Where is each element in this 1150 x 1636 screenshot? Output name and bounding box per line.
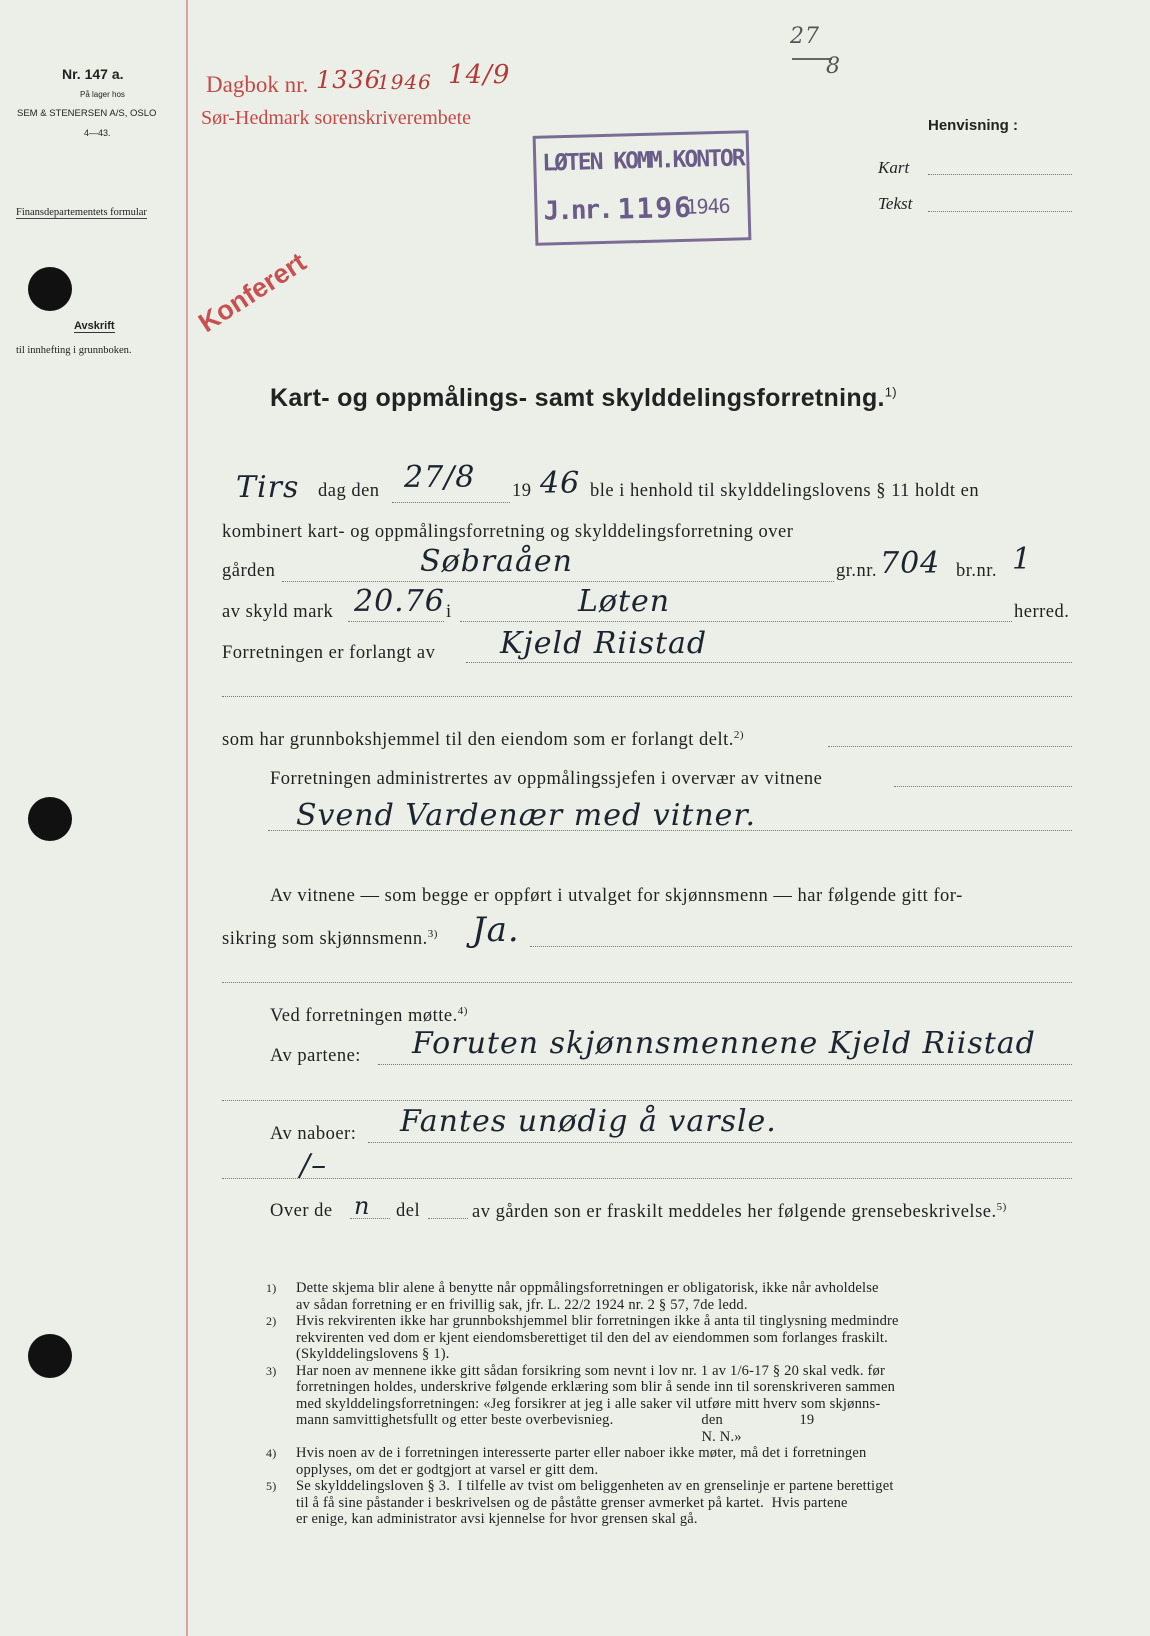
requester-hand: Kjeld Riistad	[500, 626, 708, 661]
witness-hand: Svend Vardenær med vitner.	[296, 798, 757, 833]
footnote-line: Se skylddelingsloven § 3. I tilfelle av tvist om beliggenheten av en grenselinje er partene berettiget	[296, 1478, 894, 1494]
footnote-number: 4)	[266, 1446, 277, 1460]
footnote-3	[266, 1363, 1076, 1446]
footnote-line: med skylddelingsforretningen: «Jeg forsikrer at jeg i alle saker vil utføre mitt hverv som skjønns-	[296, 1395, 881, 1412]
reference-label: Henvisning :	[928, 117, 1019, 134]
farm-label: gården	[222, 561, 276, 581]
neighbours-field	[368, 1142, 1072, 1143]
dagbok-label: Dagbok nr.	[206, 72, 309, 97]
punch-hole-top	[28, 267, 72, 311]
line9-field	[530, 946, 1072, 947]
line1-dag-den: dag den	[318, 481, 380, 501]
line8-text: Av vitnene — som begge er oppført i utvalget for skjønnsmenn — har følgende gitt for-	[270, 886, 963, 906]
stamp-jnr-year: 1946	[685, 193, 730, 219]
tekst-field	[928, 211, 1072, 212]
line13-del: del	[396, 1201, 421, 1221]
title-footnote-ref: 1)	[884, 384, 897, 400]
line10-text	[270, 1005, 468, 1027]
line9-label: sikring som skjønnsmenn.	[222, 929, 428, 950]
footnote-line: til å få sine påstander i beskrivelsen og de påståtte grenser avmerket på kartet. Hvis partene	[296, 1494, 848, 1511]
footnote-line: (Skylddelingslovens § 1).	[296, 1346, 450, 1362]
parties-hand: Foruten skjønnsmennene Kjeld Riistad	[412, 1026, 1036, 1061]
dash-hand: /–	[300, 1148, 328, 1183]
footnote-line: Hvis noen av de i forretningen interesserte parter eller naboer ikke møter, må det i forretningen	[296, 1445, 867, 1461]
footnote-line: forretningen holdes, underskrive følgende erklæring som blir å sende inn til sorenskriveren sammen	[296, 1379, 896, 1395]
copy-label: Avskrift	[74, 320, 115, 332]
herred-hand: Løten	[578, 584, 671, 619]
footnote-line: mann samvittighetsfullt og etter beste overbevisnieg. den 19	[296, 1412, 815, 1428]
stamp-jnr-number: 1196	[617, 190, 694, 226]
parties-field	[378, 1064, 1072, 1065]
line13-text	[472, 1201, 1007, 1223]
footnote-line: opplyses, om det er godtgjort at varsel er gitt dem.	[296, 1461, 599, 1478]
kart-field	[928, 174, 1072, 175]
footnote-number: 5)	[266, 1479, 277, 1493]
requester-field-2	[222, 696, 1072, 697]
weekday-hand: Tirs	[236, 470, 300, 505]
printer-line2: SEM & STENERSEN A/S, OSLO	[17, 108, 157, 119]
line6-label: som har grunnbokshjemmel til den eiendom som er forlangt delt.	[222, 730, 734, 751]
line1-text: ble i henhold til skylddelingslovens § 11 holdt en	[590, 481, 980, 501]
footnote-list	[266, 1280, 1076, 1528]
printer-date: 4—43.	[84, 128, 111, 138]
skyld-label: av skyld mark	[222, 602, 334, 622]
kart-label: Kart	[878, 158, 910, 177]
de-hand: n	[354, 1192, 371, 1220]
punch-hole-middle	[28, 797, 72, 841]
dagbok-number: 1336	[316, 66, 382, 94]
grnr-hand: 704	[880, 546, 941, 581]
footnote-1	[266, 1280, 1076, 1313]
form-number: Nr. 147 a.	[62, 66, 124, 82]
line7-text: Forretningen administrertes av oppmålingssjefen i overvær av vitnene	[270, 769, 823, 789]
footnote-line: er enige, kan administrator avsi kjennelse for hvor grensen skal gå.	[296, 1511, 698, 1527]
punch-hole-bottom	[28, 1334, 72, 1378]
parties-field-2	[222, 1100, 1072, 1101]
parties-label: Av partene:	[270, 1046, 361, 1066]
line10-label: Ved forretningen møtte.	[270, 1006, 458, 1027]
copy-note: til innhefting i grunnboken.	[16, 345, 132, 356]
footnote-line: Hvis rekvirenten ikke har grunnbokshjemmel blir forretningen ikke å anta til tinglysning medmindre	[296, 1313, 899, 1329]
line13-footnote-ref: 5)	[996, 1201, 1007, 1213]
title-text: Kart- og oppmålings- samt skylddelingsforretning.	[270, 384, 885, 412]
footnote-line: N. N.»	[296, 1428, 742, 1445]
neighbours-hand: Fantes unødig å varsle.	[400, 1104, 777, 1139]
year-hand: 46	[540, 466, 581, 501]
grnr-label: gr.nr.	[836, 561, 878, 581]
footnote-line: Dette skjema blir alene å benytte når oppmålingsforretningen er obligatorisk, ikke når avholdelse	[296, 1280, 879, 1296]
requester-label: Forretningen er forlangt av	[222, 643, 436, 663]
line6-footnote-ref: 2)	[733, 729, 745, 741]
ja-hand: Ja.	[472, 910, 520, 950]
skyld-hand: 20.76	[354, 584, 445, 619]
footnote-number: 3)	[266, 1363, 277, 1378]
footnotes	[266, 1280, 1076, 1528]
line2-text: kombinert kart- og oppmålingsforretning og skylddelingsforretning over	[222, 522, 794, 542]
stamp-line1: LØTEN KOMM.KONTOR	[541, 145, 745, 177]
del-field	[428, 1218, 468, 1219]
line6-text	[222, 729, 744, 751]
line9-footnote-ref: 3)	[427, 928, 438, 940]
corner-note-top: 27	[790, 24, 820, 49]
stamp-jnr-prefix: J.nr.	[543, 194, 613, 227]
dagbok-year: 1946	[377, 70, 432, 94]
office-name: Sør-Hedmark sorenskriverembete	[201, 107, 472, 129]
footnote-4	[266, 1445, 1076, 1478]
konferert-stamp: Konferert	[193, 246, 312, 339]
line10-footnote-ref: 4)	[457, 1005, 468, 1017]
footnote-number: 1)	[266, 1281, 277, 1295]
footnote-line: rekvirenten ved dom er kjent eiendomsberettiget til den del av eiendommen som forlanges fraskilt.	[296, 1329, 888, 1346]
printer-line1: På lager hos	[80, 90, 125, 99]
line13-label: av gården son er fraskilt meddeles her følgende grensebeskrivelse.	[472, 1202, 997, 1223]
farm-field	[282, 581, 834, 582]
line9-text	[222, 928, 438, 950]
footnote-line: Har noen av mennene ikke gitt sådan forsikring som nevnt i lov nr. 1 av 1/6-17 § 20 skal vedk. før	[296, 1362, 886, 1379]
footnote-5	[266, 1478, 1076, 1528]
requester-field	[466, 662, 1072, 663]
tekst-label: Tekst	[878, 194, 913, 213]
farm-hand: Søbraåen	[420, 544, 574, 579]
footnote-2	[266, 1313, 1076, 1363]
line9-field-2	[222, 982, 1072, 983]
skyld-field	[348, 621, 444, 622]
dagbok-date: 14/9	[448, 60, 511, 90]
herred-label: herred.	[1014, 602, 1070, 622]
herred-field	[460, 621, 1012, 622]
witness-field	[268, 830, 1072, 831]
line7-field	[894, 786, 1072, 787]
date-field	[392, 502, 510, 503]
brnr-label: br.nr.	[956, 561, 998, 581]
corner-note-bottom: 8	[826, 54, 841, 79]
margin-rule	[186, 0, 188, 1636]
document-title	[270, 384, 897, 413]
footnote-number: 2)	[266, 1314, 277, 1328]
brnr-hand: 1	[1012, 542, 1033, 577]
year-prefix: 19	[512, 481, 532, 501]
line6-field	[828, 746, 1072, 747]
department-label: Finansdepartementets formular	[16, 207, 147, 218]
neighbours-field-2	[222, 1178, 1072, 1179]
date-hand: 27/8	[404, 460, 476, 495]
line13-over-de: Over de	[270, 1201, 333, 1221]
municipal-office-stamp	[533, 130, 752, 246]
footnote-line: av sådan forretning er en frivillig sak, jfr. L. 22/2 1924 nr. 2 § 57, 7de ledd.	[296, 1296, 748, 1313]
neighbours-label: Av naboer:	[270, 1124, 357, 1144]
skyld-i: i	[446, 602, 452, 622]
